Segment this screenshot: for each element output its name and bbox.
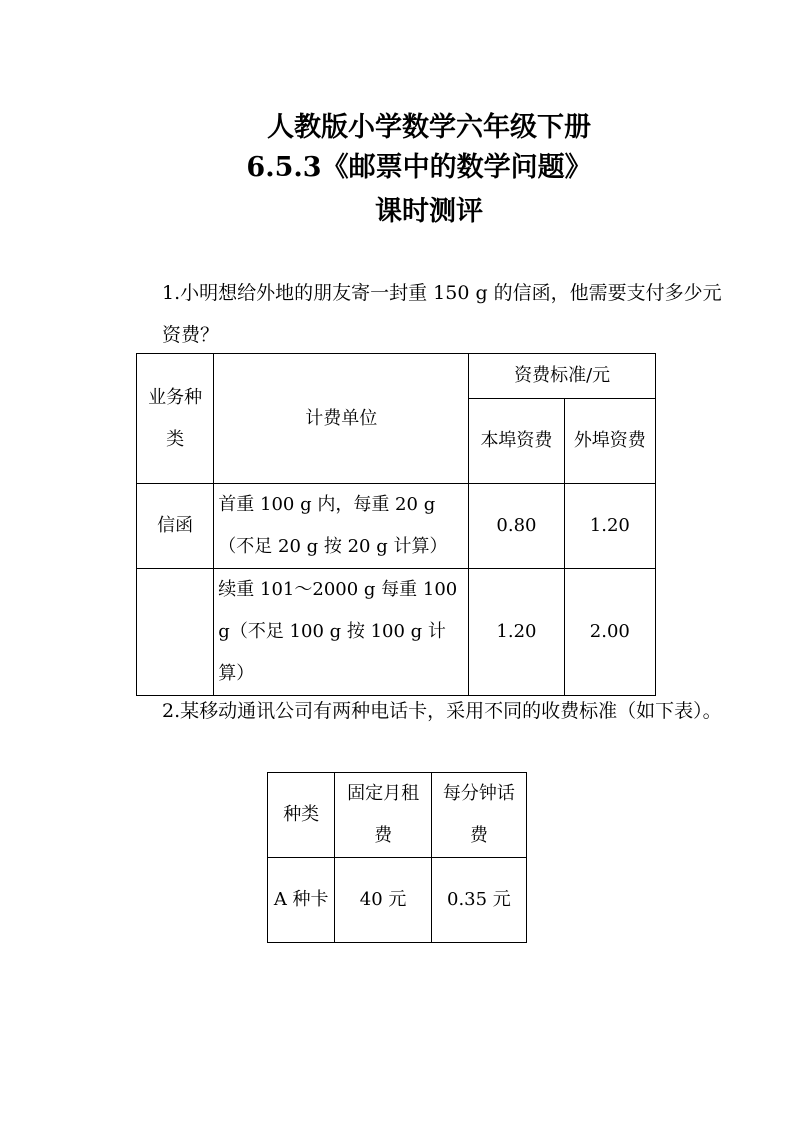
cell-unit: 首重 100 g 内，每重 20 g（不足 20 g 按 20 g 计算）	[214, 484, 469, 569]
question-2-text: 2.某移动通讯公司有两种电话卡，采用不同的收费标准（如下表）。	[162, 700, 722, 722]
cell-remote: 2.00	[564, 569, 655, 696]
header-type: 业务种类	[137, 354, 214, 484]
header-type: 种类	[268, 773, 335, 858]
cell-local: 1.20	[469, 569, 564, 696]
cell-local: 0.80	[469, 484, 564, 569]
table-row	[268, 858, 527, 943]
phone-card-table	[267, 772, 527, 943]
table-row	[137, 569, 656, 696]
postage-table	[136, 353, 656, 696]
question-1-text: 1.小明想给外地的朋友寄一封重 150 g 的信函，他需要支付多少元资费？	[162, 282, 722, 346]
table-row	[137, 484, 656, 569]
header-fee: 固定月租费	[335, 773, 431, 858]
cell-remote: 1.20	[564, 484, 655, 569]
table-row	[137, 354, 656, 399]
header-standard: 资费标准/元	[469, 354, 656, 399]
cell-minute: 0.35 元	[431, 858, 526, 943]
lesson-title: 6.5.3《邮票中的数学问题》	[246, 152, 592, 183]
header-local: 本埠资费	[469, 399, 564, 484]
cell-type	[137, 569, 214, 696]
header-remote: 外埠资费	[564, 399, 655, 484]
cell-type: A 种卡	[268, 858, 335, 943]
table-row	[268, 773, 527, 858]
cell-type: 信函	[137, 484, 214, 569]
header-minute: 每分钟话费	[431, 773, 526, 858]
document-title: 人教版小学数学六年级下册	[267, 112, 591, 143]
cell-fee: 40 元	[335, 858, 431, 943]
header-unit: 计费单位	[214, 354, 469, 484]
lesson-subtitle: 课时测评	[375, 196, 483, 227]
cell-unit: 续重 101～2000 g 每重 100 g（不足 100 g 按 100 g 计算）	[214, 569, 469, 696]
